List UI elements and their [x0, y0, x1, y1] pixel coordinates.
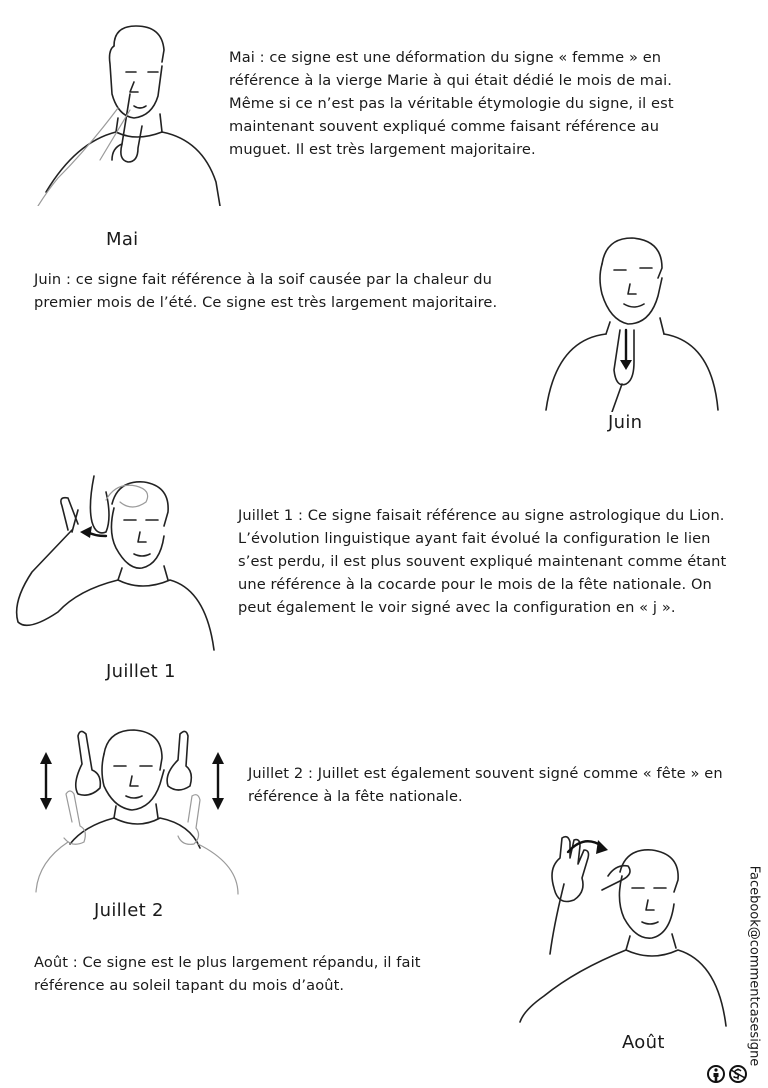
text-line: Mai : ce signe est une déformation du signe « femme » en — [229, 49, 662, 66]
text-line: Juillet 2 : Juillet est également souvent signé comme « fête » en — [248, 765, 723, 782]
text-line: Juin : ce signe fait référence à la soif causée par la chaleur du — [34, 271, 492, 288]
mai-text — [229, 46, 739, 161]
text-line: maintenant souvent expliqué comme faisant référence au — [229, 118, 660, 135]
text-line: premier mois de l’été. Ce signe est très largement majoritaire. — [34, 294, 498, 311]
juin-caption: Juin — [608, 412, 643, 433]
text-line: Août : Ce signe est le plus largement répandu, il fait — [34, 954, 421, 971]
facebook-credit — [744, 865, 764, 1067]
text-line: s’est perdu, il est plus souvent expliqué maintenant comme étant — [238, 553, 727, 570]
text-line: une référence à la cocarde pour le mois de la fête nationale. On — [238, 576, 712, 593]
mai-caption: Mai — [106, 229, 139, 250]
juillet1-illustration — [10, 470, 216, 652]
juillet1-text — [238, 504, 739, 619]
juin-text — [34, 268, 545, 314]
aout-text — [34, 951, 483, 997]
cc-nc-icon — [730, 1066, 746, 1082]
text-line: Juillet 1 : Ce signe faisait référence au signe astrologique du Lion. — [238, 507, 725, 524]
juillet2-text — [248, 762, 750, 808]
juillet1-caption: Juillet 1 — [106, 661, 176, 682]
text-line: muguet. Il est très largement majoritaire. — [229, 141, 536, 158]
text-line: L’évolution linguistique ayant fait évolué la configuration le lien — [238, 530, 711, 547]
text-line: référence au soleil tapant du mois d’août. — [34, 977, 345, 994]
credit-text: Facebook@commentcasesigne — [746, 865, 762, 1067]
juillet2-illustration — [28, 726, 244, 898]
licence-badges — [704, 1064, 752, 1084]
mai-illustration — [22, 24, 222, 206]
juillet2-caption: Juillet 2 — [94, 900, 164, 921]
text-line: référence à la vierge Marie à qui était dédié le mois de mai. — [229, 72, 673, 89]
juin-illustration — [540, 234, 730, 412]
aout-caption: Août — [622, 1032, 665, 1053]
text-line: peut également le voir signé avec la configuration en « j ». — [238, 599, 676, 616]
text-line: référence à la fête nationale. — [248, 788, 463, 805]
cc-by-icon — [708, 1066, 724, 1082]
aout-illustration — [512, 832, 730, 1030]
text-line: Même si ce n’est pas la véritable étymologie du signe, il est — [229, 95, 674, 112]
